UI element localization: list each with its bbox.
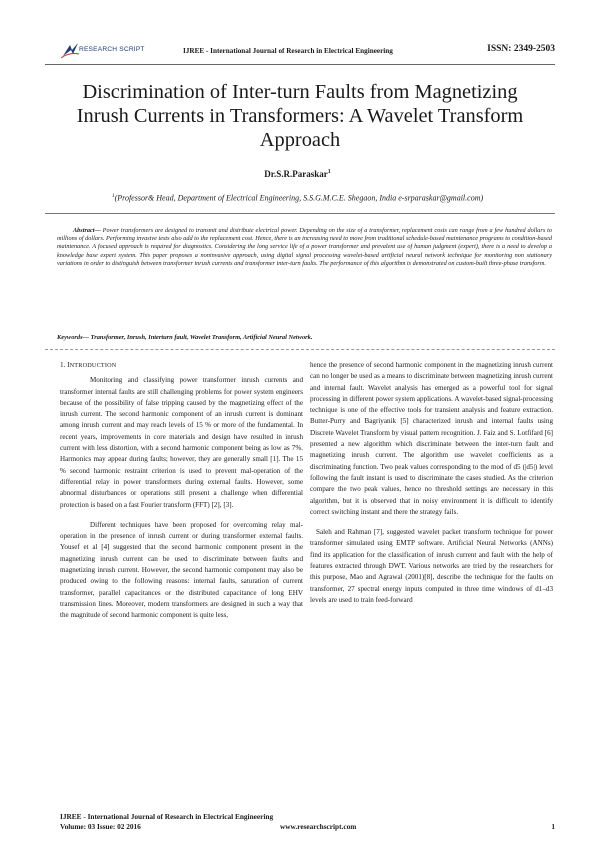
abstract-label: Abstract— <box>73 227 101 234</box>
right-column <box>310 360 553 606</box>
paper-title: Discrimination of Inter-turn Faults from Magnetizing Inrush Currents in Transformers: A Wavelet Transform Approach <box>76 81 524 151</box>
section-name: NTRODUCTION <box>69 362 117 369</box>
header-divider <box>45 64 555 65</box>
section-heading-introduction <box>60 360 303 371</box>
left-paragraph-2: Different techniques have been proposed for overcoming relay mal-operation in the presence of inrush current or during transformer external faults. Yousef et al [4] suggested that the second harmonic component present in the magnetizing inrush current can be used to discriminate between faults and magnetizing inrush current. However, the second harmonic component may also be produced owing to the following reasons: internal faults, saturation of current transformer, parallel capacitances or the distributed capacitance of long EHV transmission lines. Moreover, modern transformers are designed in such a way that the magnitude of second harmonic component is quite less, <box>60 520 303 620</box>
right-paragraph-2: Saleh and Rahman [7], suggested wavelet packet transform technique for power transformer simulated using EMTP software. Artificial Neural Networks (ANNs) find its application for the classification of inrush current and fault with the help of features extracted through DWT. Various networks are tried by the researchers for this purpose, Mao and Agrawal (2001)[8], describe the technique for the faults on transformer, 27 spectral energy inputs computed in three time windows of d1–d3 levels are used to train feed-forward <box>310 528 553 604</box>
left-column <box>60 360 303 622</box>
author-superscript: 1 <box>327 169 331 175</box>
abstract <box>57 227 552 268</box>
affiliation-superscript: 1 <box>111 193 115 199</box>
header-journal-name: IJREE - International Journal of Research in Electrical Engineering <box>183 47 393 55</box>
footer-url[interactable]: www.researchscript.com <box>280 822 357 831</box>
author-affiliation <box>40 193 555 203</box>
page-footer <box>60 812 555 832</box>
page-number: 1 <box>551 822 555 831</box>
left-paragraph-1: Monitoring and classifying power transformer inrush currents and transformer internal faults are still challenging problems for power system engineers because of the possibility of false tripping caused by the magnetizing effect of the inrush current. The second harmonic component of an inrush current is dominant among inrush current and may reach levels of 15 % or more of the fundamental. In recent years, improvements in core materials and design have resulted in inrush current with less distortion, with a second harmonic component being as low as 7%. Harmonics may appear during faults; however, they are generally small [1]. The 15 % second harmonic restraint criterion is used to prevent mal-operation of the differential relay in power transformers during external faults. However, some abnormal disturbances or operations still present a challenge when differential protection is based on a fast Fourier transform (FFT) [2], [3]. <box>60 376 303 509</box>
logo-text: RESEARCH SCRIPT <box>79 46 145 53</box>
journal-logo <box>61 42 181 60</box>
abstract-divider <box>45 349 555 350</box>
title-divider <box>45 213 555 214</box>
right-paragraph-1: hence the presence of second harmonic component in the magnetizing inrush current can no longer be used as a means to discriminate between magnetizing inrush current and internal fault. Wavelet analysis has emerged as a powerful tool for signal processing in different power system applications. A wavelet-based signal-processing technique is one of the effective tools for transient analysis and feature extraction. Butter-Purry and Bagriyanik [5] characterized inrush and internal faults using Discrete Wavelet Transform by visual pattern recognition. J. Faiz and S. Lotfifard [6] presented a new algorithm which discriminate between the inter-turn fault and magnetizing inrush current. The algorithm use wavelet coefficients as a discriminating function. Two peak values corresponding to the mod of d5 (|d5|) level following the fault instant is used to discriminate the cases studied. As the criterion compare the two peak values, hence no threshold settings are necessary in this algorithm, but it is observed that in noisy environment it is difficult to identify correct switching instant and there the strategy fails. <box>310 361 553 516</box>
keywords: Keywords— Transformer, Inrush, Interturn fault, Wavelet Transform, Artificial Neural Network. <box>57 334 313 341</box>
footer-volume: Volume: 03 Issue: 02 2016 <box>60 822 141 831</box>
header-issn: ISSN: 2349-2503 <box>487 44 555 54</box>
section-number: 1. I <box>60 361 70 369</box>
page-header <box>45 38 555 64</box>
footer-journal: IJREE - International Journal of Research in Electrical Engineering <box>60 812 274 821</box>
abstract-text: Power transformers are designed to transmit and distribute electrical power. Depending on the size of a transformer, replacement costs can range from a few hundred dollars to millions of dollars. Performing invasive tests also add to the replacement cost. Hence, there is an increasing need to move from traditional schedule-based maintenance programs to condition-based maintenance. A focused approach is required for diagnostics. Considering the long service life of a power transformer and prevalent use of human judgment (expert), there is a need to develop a knowledge base expert system. This paper proposes a noninvasive approach, using digital signal processing wavelet-based artificial neural network technique for monitoring non stationary variations in order to distinguish between transformer inrush currents and transformer inter-turn faults. The performance of this algorithm is demonstrated on custom-built three-phase transform. <box>57 227 552 267</box>
affiliation-text: (Professor& Head, Department of Electrical Engineering, S.S.G.M.C.E. Shegaon, India e-srparaskar@gmail.com) <box>114 193 484 203</box>
author-name-text: Dr.S.R.Paraskar <box>264 169 328 179</box>
logo-swoosh-icon <box>61 42 81 60</box>
author-name <box>0 169 595 179</box>
